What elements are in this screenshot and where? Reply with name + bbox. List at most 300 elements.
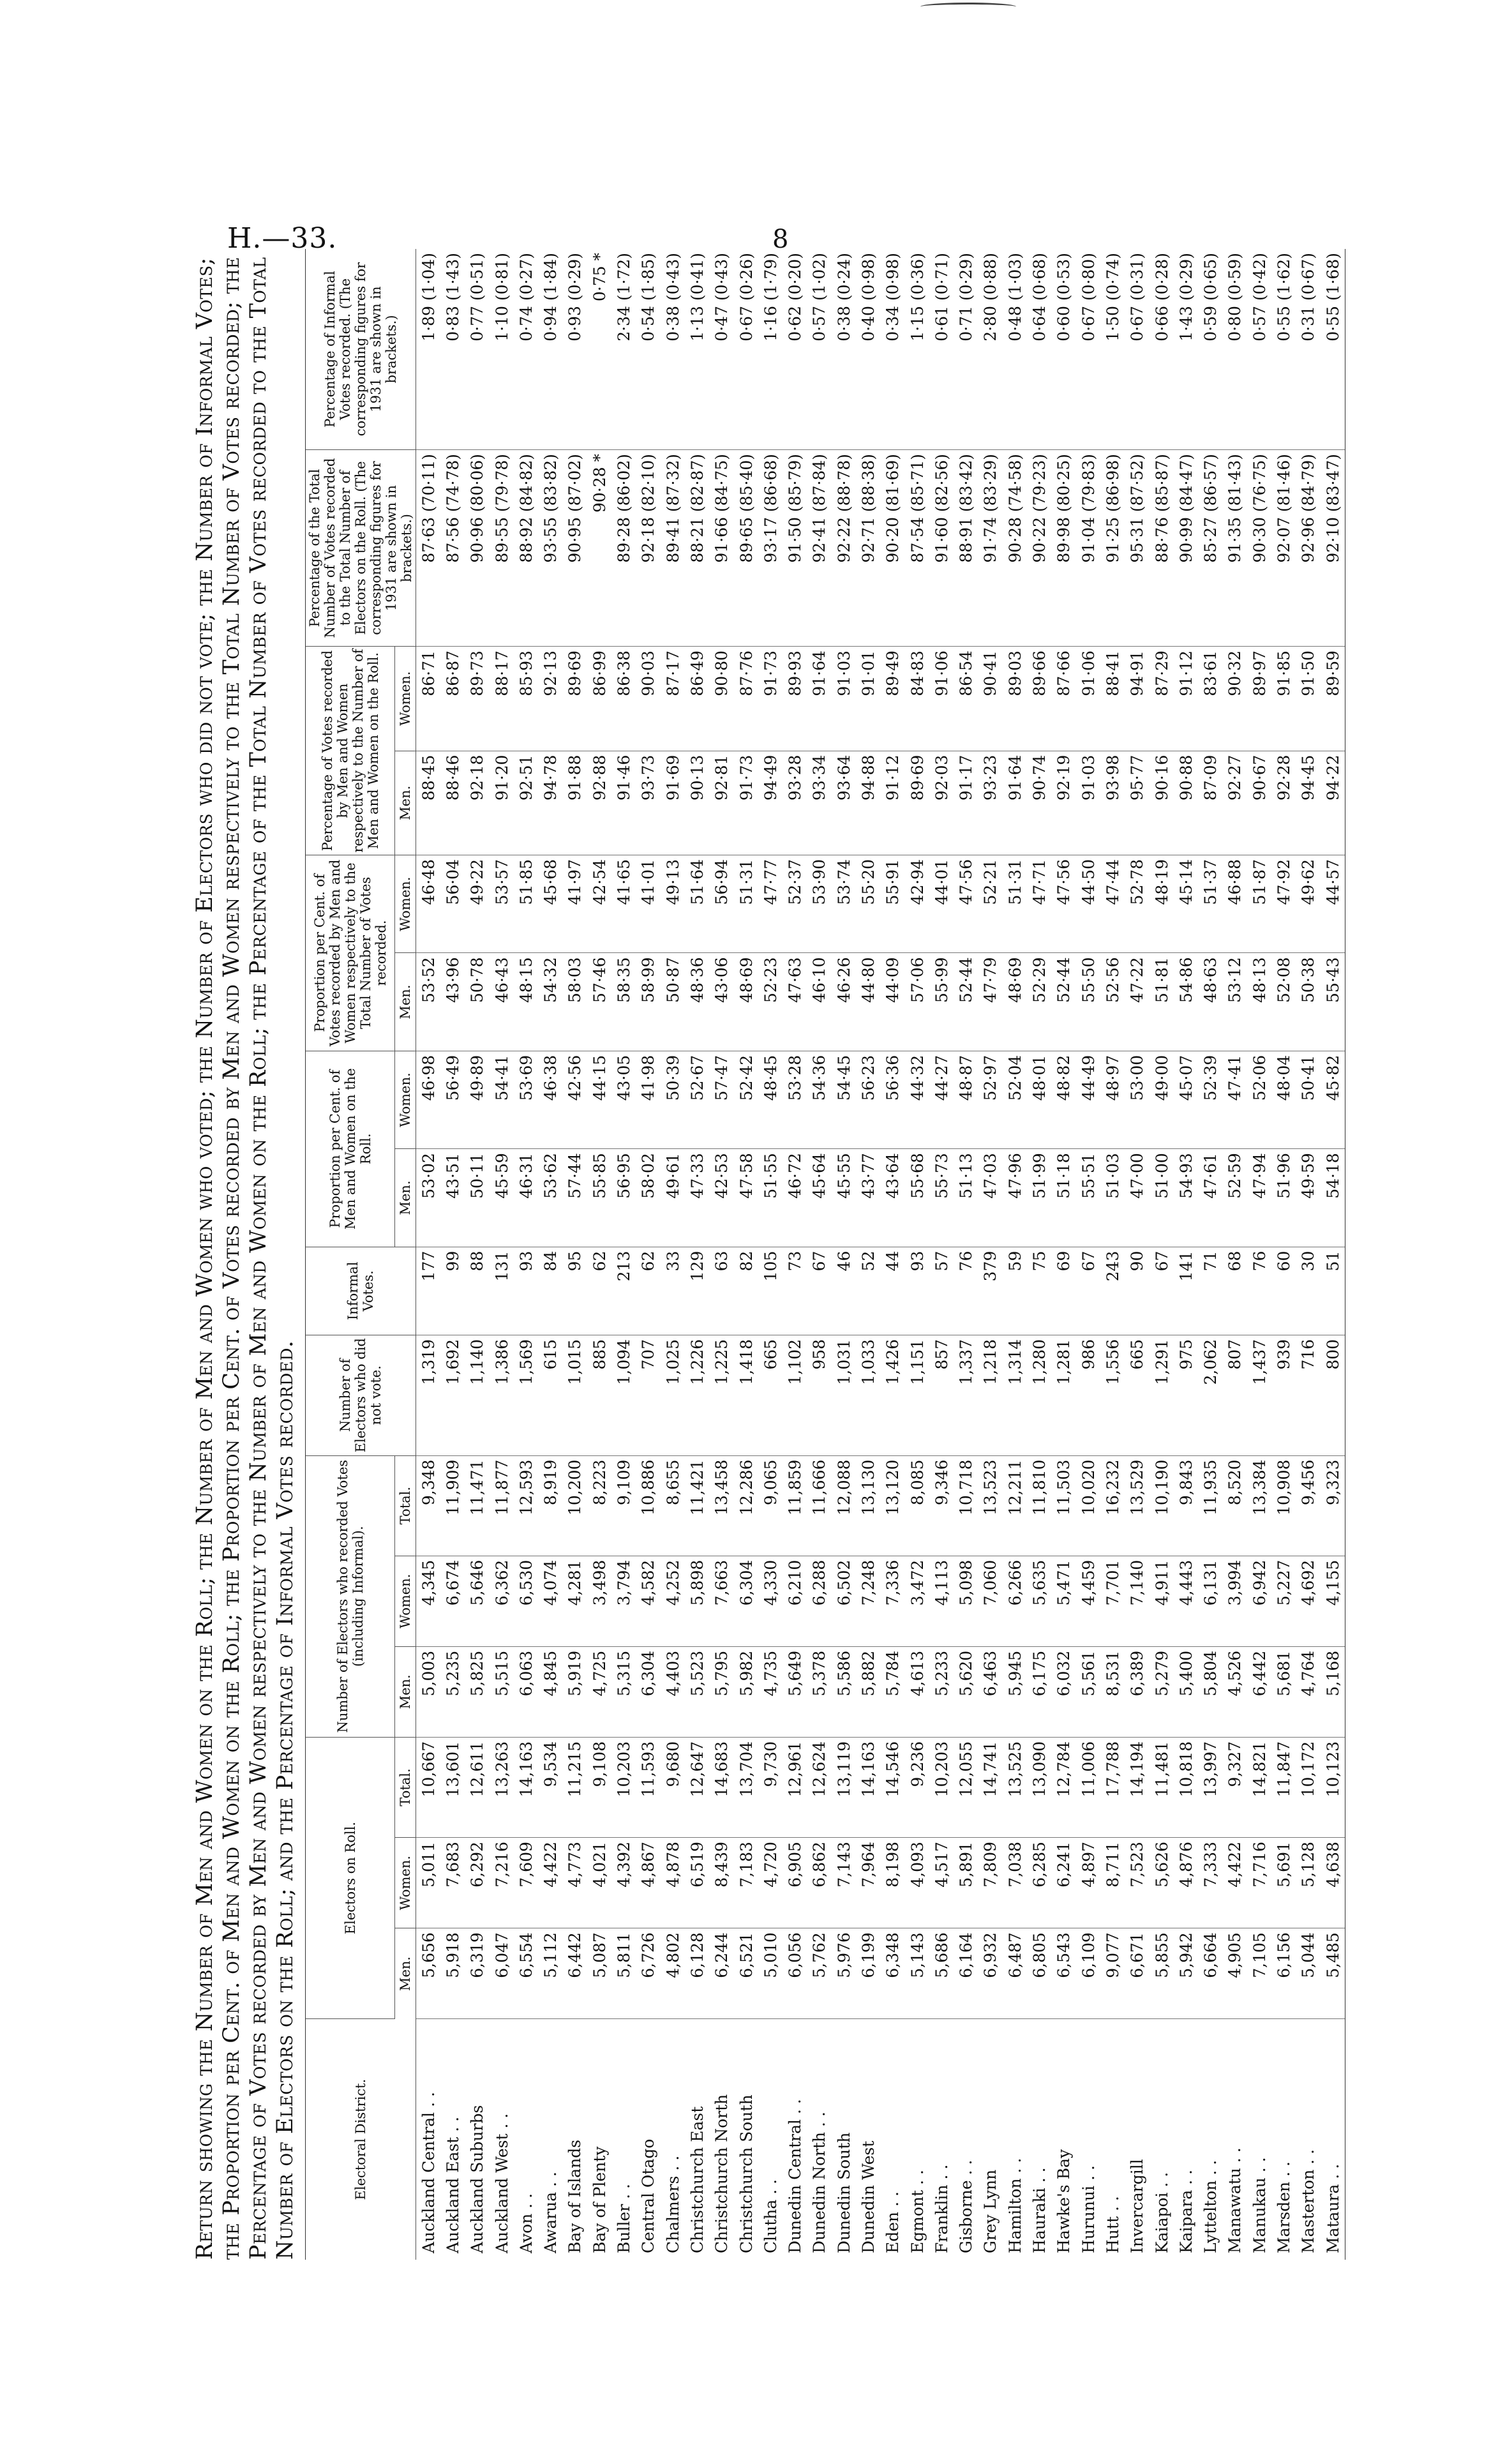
cell-prop-roll-women: 52·04 [1003,1051,1027,1148]
cell-pct-total: 92·41 (87·84) [807,450,832,647]
cell-informal: 213 [611,1247,636,1335]
cell-roll-men: 6,047 [490,1928,514,2019]
rotated-table-page [191,249,1423,2260]
cell-roll-men: 5,087 [587,1928,611,2019]
cell-roll-women: 4,422 [538,1838,562,1928]
cell-pct-total: 95·31 (87·52) [1125,450,1150,647]
cell-informal: 30 [1296,1247,1321,1335]
subheader-voted-women: Women. [395,1556,416,1646]
cell-pct-votes-men: 91·73 [734,751,758,855]
cell-voted-men: 4,613 [905,1646,929,1737]
cell-voted-total: 10,718 [954,1455,978,1556]
scan-mark [920,3,1016,11]
cell-pct-votes-women: 90·41 [978,647,1003,751]
cell-pct-total: 89·55 (79·78) [490,450,514,647]
cell-voted-women: 4,911 [1150,1556,1174,1646]
table-row [1247,249,1271,2260]
cell-pct-votes-men: 92·19 [1052,751,1076,855]
cell-pct-total: 90·30 (76·75) [1247,450,1271,647]
cell-informal: 69 [1052,1247,1076,1335]
subheader-voted-total: Total. [395,1455,416,1556]
cell-voted-total: 9,348 [416,1455,441,1556]
cell-prop-roll-women: 48·97 [1100,1051,1125,1148]
table-row [661,249,685,2260]
cell-district: Christchurch East [687,2106,707,2253]
cell-pct-votes-men: 90·13 [685,751,709,855]
cell-prop-roll-women: 52·97 [978,1051,1003,1148]
cell-informal: 129 [685,1247,709,1335]
cell-roll-total: 10,818 [1174,1737,1198,1837]
cell-voted-men: 5,400 [1174,1646,1198,1737]
cell-pct-informal: 0·38 (0·43) [661,249,685,450]
cell-prop-roll-men: 49·61 [661,1149,685,1247]
cell-roll-total: 13,601 [440,1737,465,1837]
cell-voted-total: 12,088 [832,1455,856,1556]
header-pct-votes: Percentage of Votes recorded by Men and Women respectively to the Number of Men and Women on the Roll. [306,647,395,855]
cell-prop-roll-men: 43·64 [881,1149,905,1247]
cell-roll-women: 6,862 [807,1838,832,1928]
cell-voted-total: 11,810 [1027,1455,1051,1556]
cell-roll-women: 8,439 [710,1838,734,1928]
cell-voted-men: 5,233 [929,1646,954,1737]
cell-prop-roll-women: 53·28 [783,1051,807,1148]
cell-roll-women: 4,867 [636,1838,661,1928]
cell-roll-women: 5,691 [1271,1838,1296,1928]
cell-voted-total: 13,458 [710,1455,734,1556]
cell-prop-roll-women: 54·36 [807,1051,832,1148]
table-row [514,249,538,2260]
cell-did-not-vote: 975 [1174,1335,1198,1455]
cell-informal: 51 [1321,1247,1345,1335]
cell-pct-total: 91·25 (86·98) [1100,450,1125,647]
cell-roll-total: 12,647 [685,1737,709,1837]
cell-voted-women: 4,074 [538,1556,562,1646]
cell-prop-roll-women: 57·47 [710,1051,734,1148]
cell-voted-total: 13,529 [1125,1455,1150,1556]
cell-roll-total: 9,327 [1223,1737,1247,1837]
cell-prop-roll-women: 52·42 [734,1051,758,1148]
cell-prop-roll-men: 47·33 [685,1149,709,1247]
table-row [1100,249,1125,2260]
cell-prop-roll-women: 42·56 [563,1051,587,1148]
table-title: Return showing the Number of Men and Women on the Roll; the Number of Men and Women who voted; the Number of Electors who did not vote; the Number of Informal Votes; the Proportion per Cent. of Men and Women on the Roll; the Proportion per Cent. of Votes recorded by Men and Women respectively to the Total Number of Votes recorded; the Percentage of Votes recorded by Men and Women respectively to the Number of Men and Women on the Roll; the Percentage of the Total Number of Votes recorded to the Total Number of Electors on the Roll; and the Percentage of Informal Votes recorded. [192,257,298,2260]
cell-informal: 44 [881,1247,905,1335]
cell-did-not-vote: 986 [1076,1335,1100,1455]
cell-prop-roll-men: 54·93 [1174,1149,1198,1247]
cell-roll-total: 13,090 [1027,1737,1051,1837]
cell-roll-women: 5,128 [1296,1838,1321,1928]
cell-prop-votes-women: 42·94 [905,855,929,953]
cell-pct-votes-men: 91·46 [611,751,636,855]
cell-roll-men: 6,671 [1125,1928,1150,2019]
cell-roll-men: 6,128 [685,1928,709,2019]
table-row [440,249,465,2260]
cell-voted-women: 4,692 [1296,1556,1321,1646]
cell-pct-informal: 0·60 (0·53) [1052,249,1076,450]
cell-pct-votes-women: 89·97 [1247,647,1271,751]
subheader-pct-votes-men: Men. [395,751,416,855]
cell-pct-total: 88·92 (84·82) [514,450,538,647]
cell-did-not-vote: 665 [1125,1335,1150,1455]
cell-pct-votes-women: 83·61 [1199,647,1223,751]
cell-prop-votes-men: 52·44 [954,953,978,1051]
cell-prop-votes-women: 49·62 [1296,855,1321,953]
cell-informal: 76 [1247,1247,1271,1335]
cell-informal: 88 [465,1247,490,1335]
cell-pct-informal: 1·89 (1·04) [416,249,441,450]
cell-prop-votes-men: 43·06 [710,953,734,1051]
cell-roll-men: 6,554 [514,1928,538,2019]
cell-prop-votes-men: 48·69 [734,953,758,1051]
table-row [685,249,709,2260]
cell-voted-total: 10,200 [563,1455,587,1556]
cell-roll-men: 6,319 [465,1928,490,2019]
cell-voted-men: 6,175 [1027,1646,1051,1737]
cell-informal: 33 [661,1247,685,1335]
cell-did-not-vote: 1,319 [416,1335,441,1455]
cell-prop-votes-women: 47·56 [1052,855,1076,953]
cell-district: Masterton . . [1299,2149,1318,2253]
cell-pct-votes-men: 90·74 [1027,751,1051,855]
cell-pct-informal: 2·34 (1·72) [611,249,636,450]
cell-district: Christchurch South [737,2094,756,2253]
cell-district: Kaiapoi . . [1152,2172,1171,2253]
cell-prop-roll-men: 47·61 [1199,1149,1223,1247]
cell-prop-roll-men: 55·51 [1076,1149,1100,1247]
cell-informal: 52 [856,1247,880,1335]
cell-pct-total: 87·63 (70·11) [416,450,441,647]
cell-voted-total: 11,666 [807,1455,832,1556]
cell-prop-votes-women: 48·19 [1150,855,1174,953]
cell-voted-men: 5,945 [1003,1646,1027,1737]
cell-prop-votes-women: 47·77 [758,855,783,953]
cell-district: Hurunui . . [1079,2165,1098,2253]
cell-voted-men: 4,725 [587,1646,611,1737]
cell-pct-votes-women: 94·91 [1125,647,1150,751]
cell-roll-women: 7,216 [490,1838,514,1928]
cell-prop-roll-women: 43·05 [611,1051,636,1148]
cell-did-not-vote: 615 [538,1335,562,1455]
cell-did-not-vote: 1,291 [1150,1335,1174,1455]
cell-prop-roll-women: 52·39 [1199,1051,1223,1148]
cell-voted-men: 5,378 [807,1646,832,1737]
cell-roll-total: 11,215 [563,1737,587,1837]
cell-prop-votes-men: 58·03 [563,953,587,1051]
cell-prop-votes-men: 48·13 [1247,953,1271,1051]
cell-prop-votes-men: 58·99 [636,953,661,1051]
cell-roll-women: 4,720 [758,1838,783,1928]
cell-roll-total: 10,203 [929,1737,954,1837]
cell-pct-informal: 0·59 (0·65) [1199,249,1223,450]
cell-prop-roll-men: 47·03 [978,1149,1003,1247]
cell-roll-total: 9,680 [661,1737,685,1837]
table-row [929,249,954,2260]
cell-roll-men: 5,485 [1321,1928,1345,2019]
cell-prop-votes-women: 44·01 [929,855,954,953]
cell-informal: 84 [538,1247,562,1335]
cell-pct-total: 93·17 (86·68) [758,450,783,647]
cell-roll-women: 4,392 [611,1838,636,1928]
cell-voted-total: 10,886 [636,1455,661,1556]
cell-voted-women: 7,336 [881,1556,905,1646]
cell-pct-total: 89·65 (85·40) [734,450,758,647]
cell-pct-votes-men: 94·88 [856,751,880,855]
cell-did-not-vote: 1,094 [611,1335,636,1455]
cell-prop-votes-men: 52·08 [1271,953,1296,1051]
cell-roll-women: 6,519 [685,1838,709,1928]
cell-pct-total: 90·28 (74·58) [1003,450,1027,647]
cell-roll-total: 13,525 [1003,1737,1027,1837]
cell-pct-votes-men: 93·23 [978,751,1003,855]
table-row [538,249,562,2260]
cell-pct-votes-women: 86·71 [416,647,441,751]
table-row [416,249,441,2260]
cell-roll-total: 14,546 [881,1737,905,1837]
cell-roll-total: 11,847 [1271,1737,1296,1837]
cell-prop-roll-women: 50·41 [1296,1051,1321,1148]
cell-voted-women: 5,098 [954,1556,978,1646]
cell-prop-votes-women: 55·20 [856,855,880,953]
cell-roll-total: 10,172 [1296,1737,1321,1837]
cell-roll-men: 5,112 [538,1928,562,2019]
table-row [832,249,856,2260]
cell-roll-total: 14,163 [856,1737,880,1837]
cell-voted-men: 5,982 [734,1646,758,1737]
cell-prop-votes-men: 57·06 [905,953,929,1051]
cell-prop-votes-men: 52·56 [1100,953,1125,1051]
cell-voted-men: 6,463 [978,1646,1003,1737]
cell-roll-women: 7,716 [1247,1838,1271,1928]
cell-district: Marsden . . [1275,2161,1294,2253]
cell-pct-total: 91·35 (81·43) [1223,450,1247,647]
header-informal: Informal Votes. [306,1247,416,1335]
cell-did-not-vote: 1,437 [1247,1335,1271,1455]
cell-roll-women: 7,038 [1003,1838,1027,1928]
cell-prop-votes-women: 51·87 [1247,855,1271,953]
header-pct-total: Percentage of the Total Number of Votes recorded to the Total Number of Electors on the Roll. (The corresponding figures for 1931 are shown in brackets.) [306,450,416,647]
cell-prop-roll-men: 46·31 [514,1149,538,1247]
cell-pct-votes-men: 91·64 [1003,751,1027,855]
cell-voted-men: 8,531 [1100,1646,1125,1737]
cell-district: Hauraki . . [1030,2167,1049,2253]
cell-prop-votes-women: 47·71 [1027,855,1051,953]
cell-roll-men: 6,244 [710,1928,734,2019]
cell-pct-votes-men: 92·81 [710,751,734,855]
cell-pct-votes-men: 92·27 [1223,751,1247,855]
header-district: Electoral District. [306,2019,416,2260]
cell-pct-votes-women: 89·49 [881,647,905,751]
cell-roll-men: 5,811 [611,1928,636,2019]
cell-pct-informal: 0·71 (0·29) [954,249,978,450]
cell-roll-men: 7,105 [1247,1928,1271,2019]
cell-prop-roll-men: 47·58 [734,1149,758,1247]
cell-roll-women: 4,897 [1076,1838,1100,1928]
subheader-prop-roll-men: Men. [395,1149,416,1247]
cell-pct-votes-women: 88·17 [490,647,514,751]
cell-roll-men: 5,010 [758,1928,783,2019]
cell-pct-total: 88·91 (83·42) [954,450,978,647]
cell-pct-votes-women: 86·99 [587,647,611,751]
cell-informal: 63 [710,1247,734,1335]
cell-pct-total: 90·99 (84·47) [1174,450,1198,647]
cell-pct-votes-women: 90·80 [710,647,734,751]
cell-roll-women: 4,878 [661,1838,685,1928]
cell-prop-votes-women: 49·22 [465,855,490,953]
cell-pct-informal: 1·43 (0·29) [1174,249,1198,450]
cell-roll-women: 5,011 [416,1838,441,1928]
cell-roll-men: 6,348 [881,1928,905,2019]
cell-voted-men: 5,784 [881,1646,905,1737]
cell-did-not-vote: 2,062 [1199,1335,1223,1455]
cell-pct-votes-women: 89·59 [1321,647,1345,751]
page-number: 8 [772,225,789,254]
cell-pct-total: 92·96 (84·79) [1296,450,1321,647]
cell-pct-informal: 1·16 (1·79) [758,249,783,450]
cell-pct-votes-women: 86·38 [611,647,636,751]
cell-voted-women: 5,898 [685,1556,709,1646]
cell-did-not-vote: 807 [1223,1335,1247,1455]
cell-pct-votes-men: 94·22 [1321,751,1345,855]
table-row [1076,249,1100,2260]
cell-informal: 93 [514,1247,538,1335]
cell-voted-total: 10,190 [1150,1455,1174,1556]
cell-voted-women: 7,663 [710,1556,734,1646]
cell-voted-total: 9,065 [758,1455,783,1556]
table-row [758,249,783,2260]
cell-voted-women: 4,345 [416,1556,441,1646]
cell-prop-votes-women: 45·68 [538,855,562,953]
cell-pct-votes-men: 91·69 [661,751,685,855]
table-row [636,249,661,2260]
cell-roll-total: 14,683 [710,1737,734,1837]
cell-prop-votes-men: 53·12 [1223,953,1247,1051]
cell-voted-total: 8,520 [1223,1455,1247,1556]
cell-did-not-vote: 1,031 [832,1335,856,1455]
cell-prop-roll-men: 53·62 [538,1149,562,1247]
cell-pct-informal: 0·93 (0·29) [563,249,587,450]
cell-roll-total: 10,667 [416,1737,441,1837]
cell-roll-total: 11,593 [636,1737,661,1837]
table-row [856,249,880,2260]
cell-pct-votes-men: 91·20 [490,751,514,855]
cell-pct-total: 88·21 (82·87) [685,450,709,647]
cell-voted-total: 8,085 [905,1455,929,1556]
cell-did-not-vote: 800 [1321,1335,1345,1455]
cell-pct-total: 91·66 (84·75) [710,450,734,647]
cell-roll-men: 5,855 [1150,1928,1174,2019]
cell-voted-men: 5,882 [856,1646,880,1737]
cell-prop-roll-men: 54·18 [1321,1149,1345,1247]
cell-prop-votes-women: 49·13 [661,855,685,953]
cell-pct-informal: 0·57 (1·02) [807,249,832,450]
cell-voted-men: 5,825 [465,1646,490,1737]
cell-district: Hamilton . . [1005,2158,1024,2253]
cell-roll-total: 14,163 [514,1737,538,1837]
table-row [1052,249,1076,2260]
cell-pct-votes-men: 87·09 [1199,751,1223,855]
cell-voted-women: 4,113 [929,1556,954,1646]
cell-informal: 71 [1199,1247,1223,1335]
cell-informal: 75 [1027,1247,1051,1335]
cell-prop-roll-men: 43·77 [856,1149,880,1247]
cell-voted-women: 6,530 [514,1556,538,1646]
cell-prop-votes-women: 52·37 [783,855,807,953]
cell-voted-total: 10,908 [1271,1455,1296,1556]
cell-prop-roll-men: 53·02 [416,1149,441,1247]
cell-prop-roll-men: 42·53 [710,1149,734,1247]
cell-pct-votes-men: 90·16 [1150,751,1174,855]
cell-pct-total: 90·28 * [587,450,611,647]
cell-did-not-vote: 1,015 [563,1335,587,1455]
cell-pct-votes-men: 88·46 [440,751,465,855]
cell-pct-total: 89·28 (86·02) [611,450,636,647]
cell-prop-votes-men: 57·46 [587,953,611,1051]
table-row [807,249,832,2260]
cell-roll-women: 4,422 [1223,1838,1247,1928]
cell-district: Invercargill [1128,2159,1147,2253]
cell-roll-total: 13,263 [490,1737,514,1837]
cell-voted-men: 4,764 [1296,1646,1321,1737]
table-row [954,249,978,2260]
cell-voted-men: 5,168 [1321,1646,1345,1737]
cell-voted-men: 6,389 [1125,1646,1150,1737]
cell-did-not-vote: 1,102 [783,1335,807,1455]
cell-voted-women: 5,635 [1027,1556,1051,1646]
cell-prop-roll-women: 56·49 [440,1051,465,1148]
cell-prop-votes-men: 58·35 [611,953,636,1051]
cell-voted-men: 5,523 [685,1646,709,1737]
cell-roll-men: 5,976 [832,1928,856,2019]
cell-voted-men: 5,315 [611,1646,636,1737]
cell-pct-informal: 0·31 (0·67) [1296,249,1321,450]
cell-roll-men: 6,156 [1271,1928,1296,2019]
cell-pct-votes-women: 91·06 [929,647,954,751]
cell-pct-total: 92·22 (88·78) [832,450,856,647]
cell-pct-votes-women: 86·87 [440,647,465,751]
cell-prop-roll-men: 46·72 [783,1149,807,1247]
cell-district: Auckland West . . [492,2113,511,2253]
cell-roll-women: 6,285 [1027,1838,1051,1928]
cell-pct-votes-women: 91·12 [1174,647,1198,751]
cell-informal: 177 [416,1247,441,1335]
cell-voted-total: 9,323 [1321,1455,1345,1556]
cell-prop-roll-women: 44·27 [929,1051,954,1148]
cell-did-not-vote: 1,569 [514,1335,538,1455]
table-row [490,249,514,2260]
cell-voted-women: 4,281 [563,1556,587,1646]
header-pct-informal: Percentage of Informal Votes recorded. (The corresponding figures for 1931 are shown in brackets.) [306,249,416,450]
cell-voted-men: 6,063 [514,1646,538,1737]
cell-pct-informal: 2·80 (0·88) [978,249,1003,450]
cell-pct-votes-women: 91·01 [856,647,880,751]
cell-prop-roll-men: 50·11 [465,1149,490,1247]
cell-pct-votes-women: 92·13 [538,647,562,751]
cell-prop-votes-women: 47·44 [1100,855,1125,953]
cell-voted-men: 5,003 [416,1646,441,1737]
cell-pct-votes-men: 89·69 [905,751,929,855]
cell-did-not-vote: 1,426 [881,1335,905,1455]
cell-prop-votes-women: 53·90 [807,855,832,953]
cell-roll-men: 6,442 [563,1928,587,2019]
cell-pct-votes-men: 91·88 [563,751,587,855]
cell-voted-women: 4,155 [1321,1556,1345,1646]
cell-pct-informal: 0·94 (1·84) [538,249,562,450]
cell-pct-votes-women: 89·03 [1003,647,1027,751]
cell-prop-votes-women: 51·37 [1199,855,1223,953]
cell-informal: 57 [929,1247,954,1335]
cell-pct-informal: 0·34 (0·98) [881,249,905,450]
table-row [1125,249,1150,2260]
